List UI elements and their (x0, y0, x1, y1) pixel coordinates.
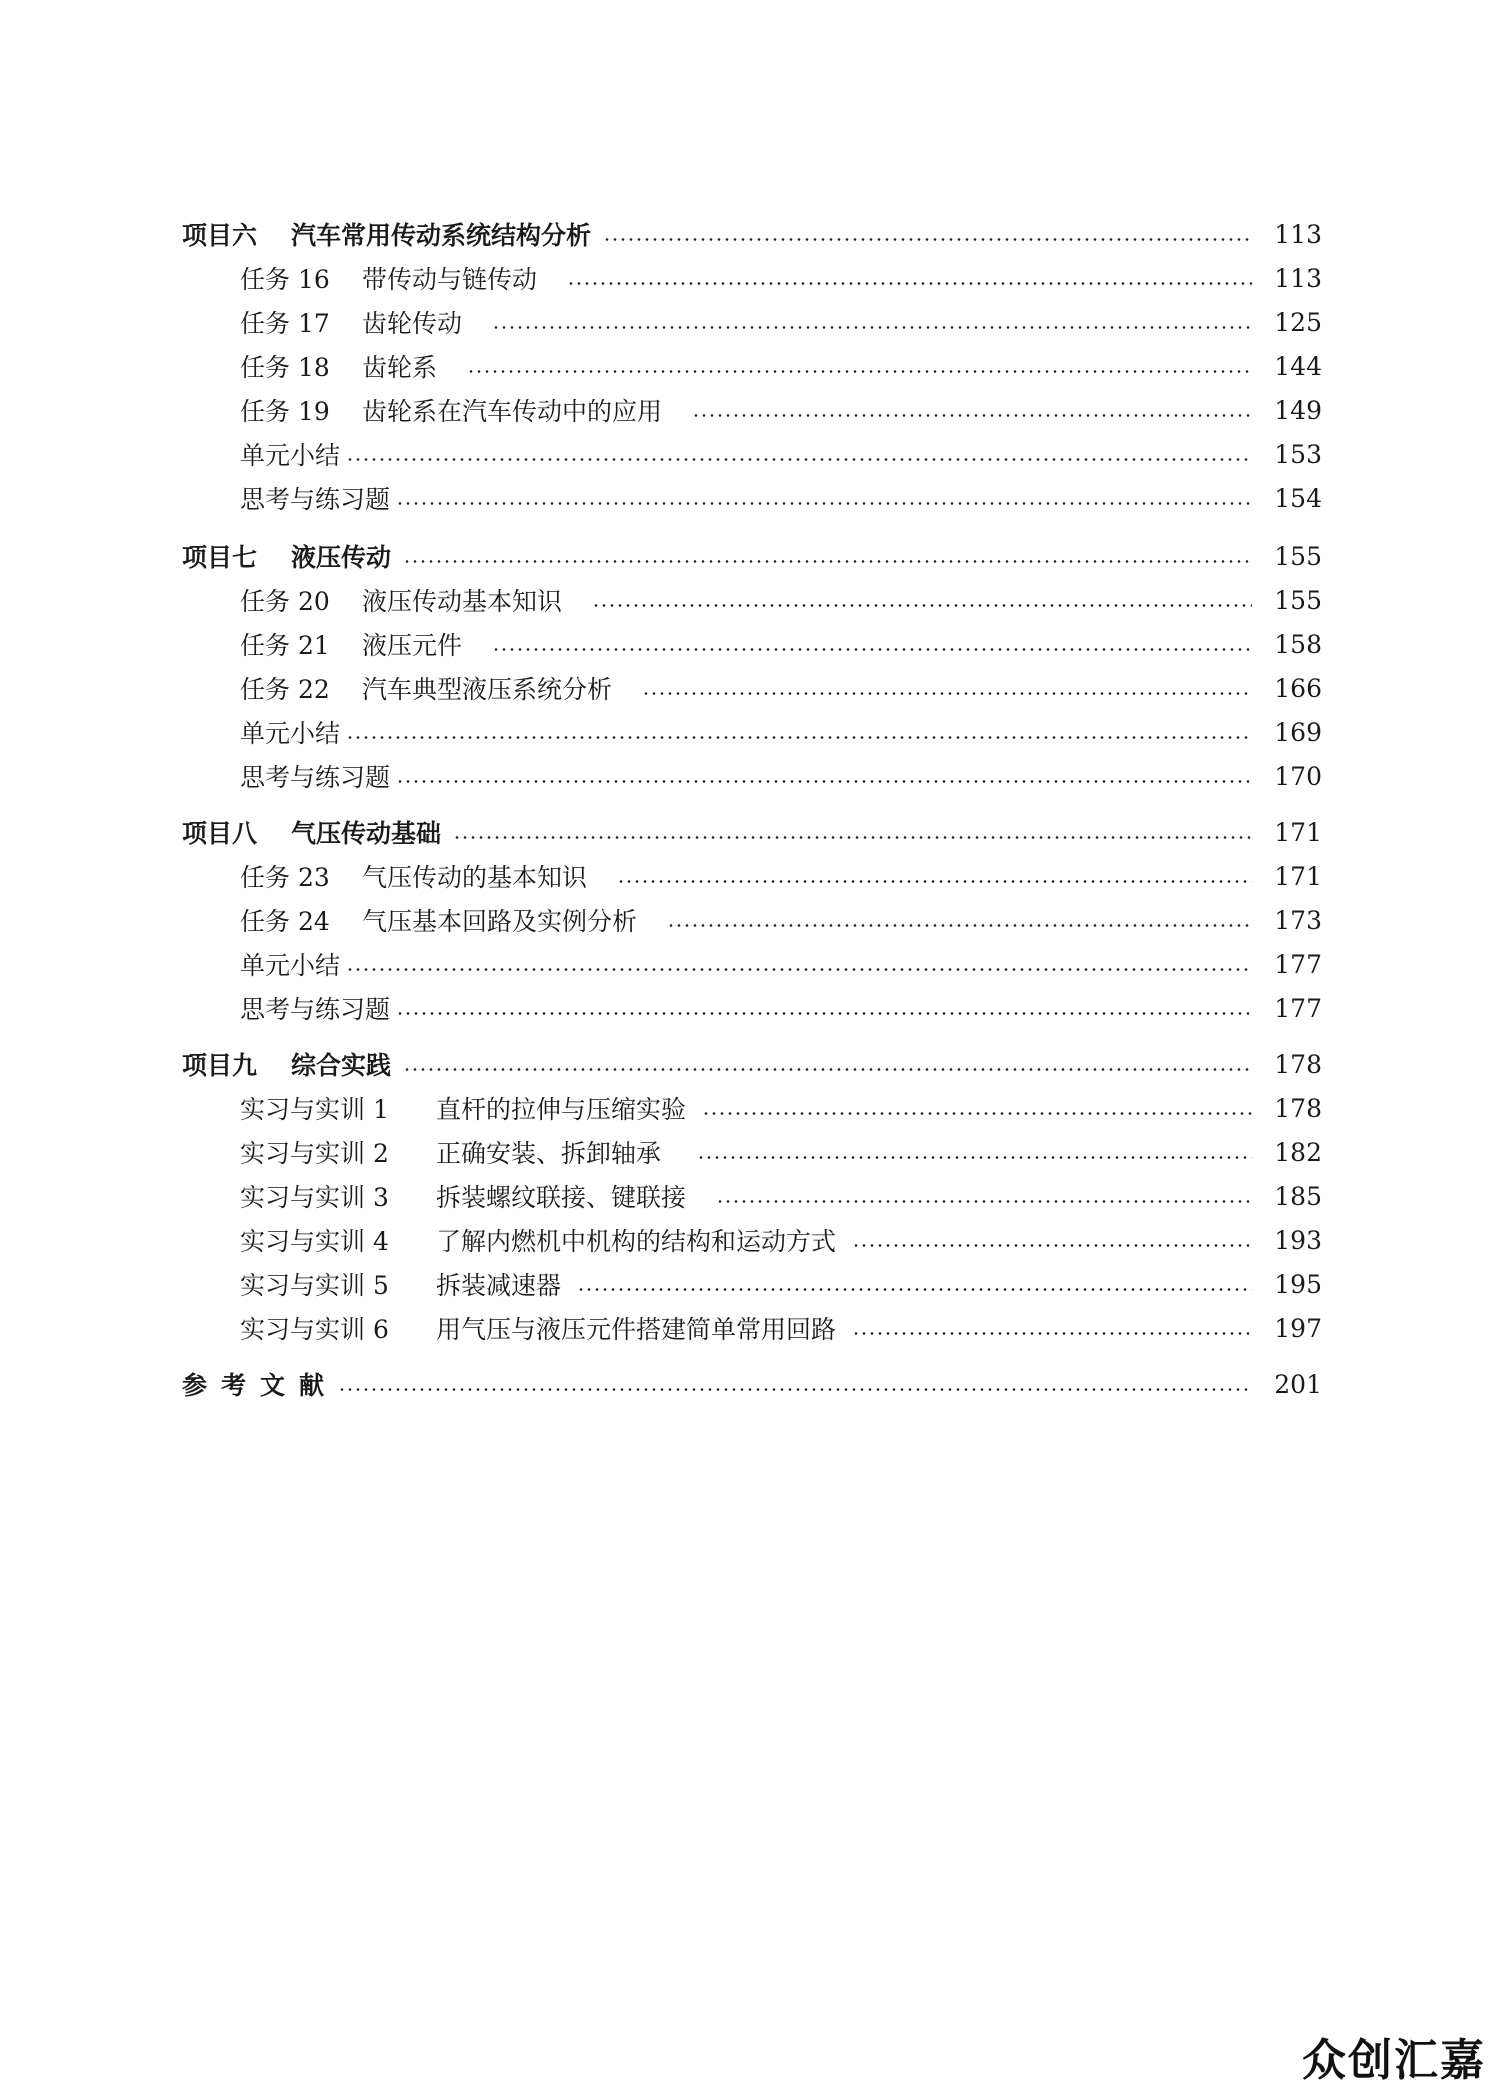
page-number: 149 (1274, 395, 1322, 425)
item-label: 思考与练习题 (240, 763, 391, 792)
toc-item[interactable] (240, 1308, 1322, 1348)
item-label: 实习与实训 1 (240, 1095, 389, 1124)
page-number: 153 (1274, 439, 1322, 469)
dot-leader (716, 1200, 1252, 1203)
item-title: 拆装减速器 (436, 1271, 562, 1300)
item-label: 单元小结 (240, 441, 341, 470)
toc-item[interactable] (240, 1088, 1322, 1128)
item-label: 实习与实训 2 (240, 1139, 389, 1168)
publisher-watermark: 众创汇嘉 (1302, 2035, 1486, 2086)
toc-item-exercises[interactable] (240, 478, 1322, 518)
toc-item-exercises[interactable] (240, 988, 1322, 1028)
toc-item[interactable] (240, 1264, 1322, 1304)
item-label: 单元小结 (240, 719, 341, 748)
page-number: 158 (1274, 629, 1322, 659)
dot-leader (697, 1156, 1252, 1159)
project-label: 项目八 (182, 819, 258, 848)
toc-item[interactable] (240, 624, 1322, 664)
page-number: 171 (1274, 861, 1322, 891)
toc-item-summary[interactable] (240, 712, 1322, 752)
page-number: 155 (1274, 585, 1322, 615)
item-label: 任务 17 (240, 309, 330, 338)
project-label: 项目九 (182, 1051, 258, 1080)
dot-leader (567, 282, 1252, 285)
page-number: 171 (1274, 817, 1322, 847)
dot-leader (403, 1068, 1252, 1071)
page-number: 193 (1274, 1225, 1322, 1255)
item-label: 任务 20 (240, 587, 330, 616)
project-title: 综合实践 (291, 1051, 392, 1080)
dot-leader (346, 736, 1252, 739)
dot-leader (702, 1112, 1252, 1115)
item-title: 液压传动基本知识 (362, 587, 563, 616)
item-title: 气压基本回路及实例分析 (362, 907, 638, 936)
item-title: 了解内燃机中机构的结构和运动方式 (436, 1227, 837, 1256)
page-number: 173 (1274, 905, 1322, 935)
toc-item[interactable] (240, 856, 1322, 896)
dot-leader (852, 1244, 1252, 1247)
toc-item[interactable] (240, 390, 1322, 430)
item-label: 实习与实训 5 (240, 1271, 389, 1300)
page-number: 182 (1274, 1137, 1322, 1167)
project-title: 液压传动 (291, 543, 392, 572)
dot-leader (852, 1332, 1252, 1335)
toc-item[interactable] (240, 668, 1322, 708)
page-number: 197 (1274, 1313, 1322, 1343)
dot-leader (577, 1288, 1252, 1291)
page-number: 201 (1274, 1369, 1322, 1399)
page-number: 185 (1274, 1181, 1322, 1211)
toc-item[interactable] (240, 258, 1322, 298)
page-number: 178 (1274, 1093, 1322, 1123)
page-number: 113 (1274, 263, 1322, 293)
project-title: 汽车常用传动系统结构分析 (291, 221, 592, 250)
toc-item-summary[interactable] (240, 944, 1322, 984)
toc-item[interactable] (240, 346, 1322, 386)
page-number: 154 (1274, 483, 1322, 513)
dot-leader (617, 880, 1252, 883)
project-label: 项目六 (182, 221, 258, 250)
dot-leader (692, 414, 1252, 417)
item-label: 单元小结 (240, 951, 341, 980)
toc-project-6[interactable] (182, 214, 1322, 254)
item-label: 任务 19 (240, 397, 330, 426)
item-label: 思考与练习题 (240, 995, 391, 1024)
item-title: 液压元件 (362, 631, 463, 660)
dot-leader (667, 924, 1252, 927)
toc-project-8[interactable] (182, 812, 1322, 852)
dot-leader (642, 692, 1252, 695)
item-title: 汽车典型液压系统分析 (362, 675, 613, 704)
references-label: 参考文献 (182, 1371, 339, 1400)
dot-leader (346, 968, 1252, 971)
item-label: 任务 22 (240, 675, 330, 704)
dot-leader (396, 780, 1252, 783)
dot-leader (346, 458, 1252, 461)
item-label: 任务 23 (240, 863, 330, 892)
page-number: 177 (1274, 993, 1322, 1023)
toc-references[interactable] (182, 1364, 1322, 1404)
item-label: 实习与实训 6 (240, 1315, 389, 1344)
project-title: 气压传动基础 (291, 819, 442, 848)
dot-leader (467, 370, 1252, 373)
page-number: 166 (1274, 673, 1322, 703)
dot-leader (338, 1388, 1252, 1391)
dot-leader (453, 836, 1252, 839)
item-title: 带传动与链传动 (362, 265, 538, 294)
item-title: 齿轮传动 (362, 309, 463, 338)
item-label: 任务 24 (240, 907, 330, 936)
dot-leader (592, 604, 1252, 607)
item-title: 齿轮系 (362, 353, 438, 382)
toc-item[interactable] (240, 302, 1322, 342)
toc-project-7[interactable] (182, 536, 1322, 576)
toc-item[interactable] (240, 580, 1322, 620)
item-title: 正确安装、拆卸轴承 (436, 1139, 662, 1168)
toc-project-9[interactable] (182, 1044, 1322, 1084)
dot-leader (492, 326, 1252, 329)
item-label: 实习与实训 4 (240, 1227, 389, 1256)
item-label: 任务 21 (240, 631, 330, 660)
page-number: 144 (1274, 351, 1322, 381)
page-number: 155 (1274, 541, 1322, 571)
page-number: 113 (1274, 219, 1322, 249)
item-label: 实习与实训 3 (240, 1183, 389, 1212)
dot-leader (396, 502, 1252, 505)
item-title: 齿轮系在汽车传动中的应用 (362, 397, 663, 426)
toc-item[interactable] (240, 1220, 1322, 1260)
toc-item[interactable] (240, 1132, 1322, 1172)
page-number: 177 (1274, 949, 1322, 979)
item-title: 拆装螺纹联接、键联接 (436, 1183, 687, 1212)
page-number: 195 (1274, 1269, 1322, 1299)
toc-item[interactable] (240, 900, 1322, 940)
page-number: 169 (1274, 717, 1322, 747)
page-number: 178 (1274, 1049, 1322, 1079)
toc-item[interactable] (240, 1176, 1322, 1216)
item-title: 气压传动的基本知识 (362, 863, 588, 892)
item-label: 思考与练习题 (240, 485, 391, 514)
toc-item-summary[interactable] (240, 434, 1322, 474)
dot-leader (603, 238, 1252, 241)
dot-leader (403, 560, 1252, 563)
item-title: 用气压与液压元件搭建简单常用回路 (436, 1315, 837, 1344)
page-number: 125 (1274, 307, 1322, 337)
toc-item-exercises[interactable] (240, 756, 1322, 796)
item-label: 任务 16 (240, 265, 330, 294)
dot-leader (396, 1012, 1252, 1015)
page-number: 170 (1274, 761, 1322, 791)
dot-leader (492, 648, 1252, 651)
project-label: 项目七 (182, 543, 258, 572)
item-title: 直杆的拉伸与压缩实验 (436, 1095, 687, 1124)
item-label: 任务 18 (240, 353, 330, 382)
